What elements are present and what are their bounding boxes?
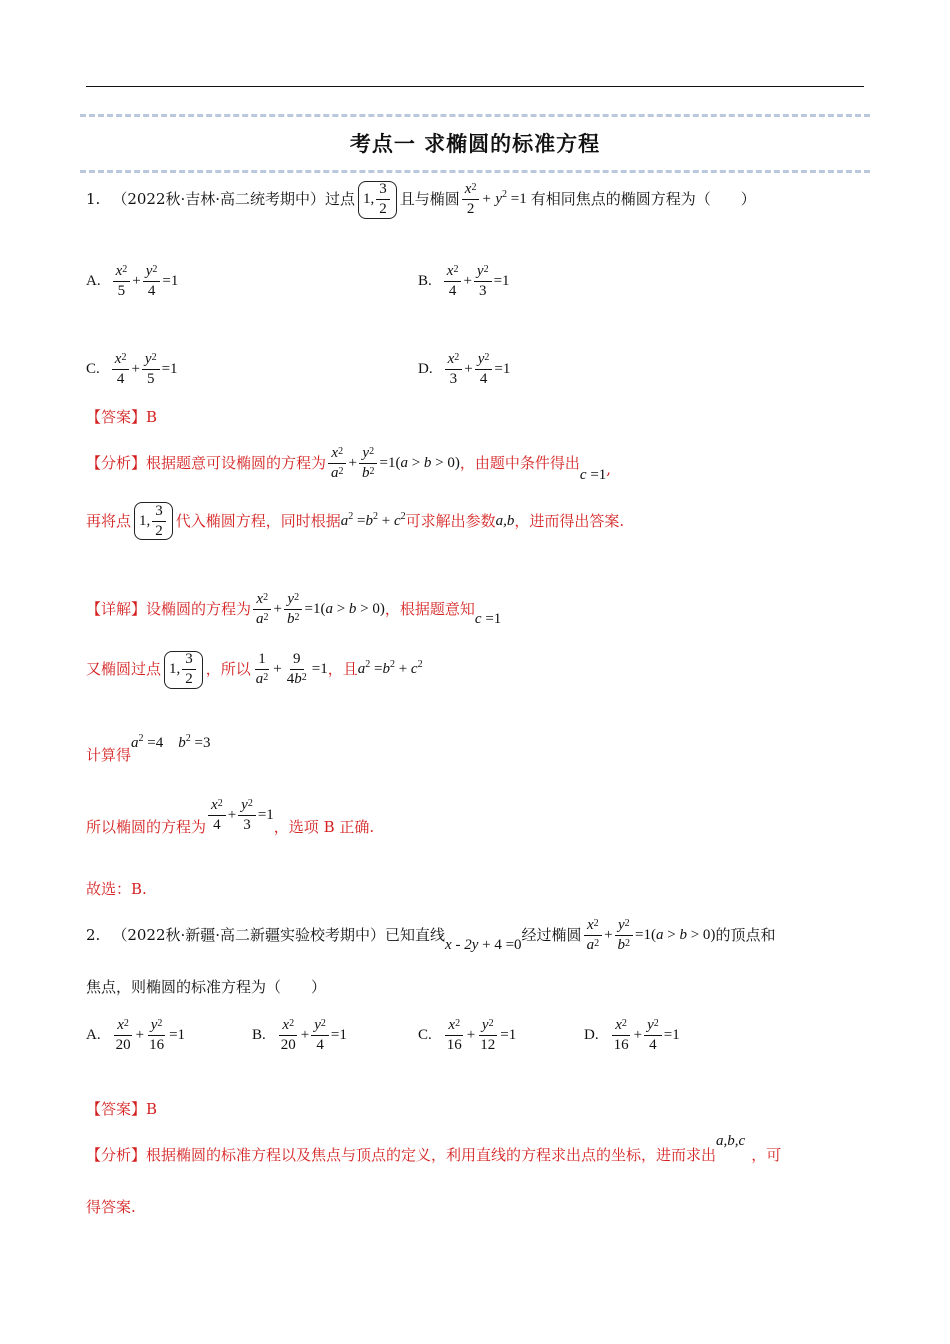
- q1-stem: 1. （2022秋·吉林·高二统考期中）过点 1, $\frac{3}{2}$ 且与椭圆 $\frac{x^2}{2}$ + $y^2$ =1 有相同焦点的椭圆方程为（ ）: [86, 181, 756, 217]
- q1-option-a[interactable]: A. $\frac{x^2}{5}$ + $\frac{y^2}{4}$ =1: [86, 263, 179, 299]
- q1-after-point: 且与椭圆: [399, 190, 460, 208]
- q2-option-b[interactable]: B. $\frac{x^2}{20}$ + $\frac{y^2}{4}$ =1: [252, 1017, 347, 1053]
- q2-option-a[interactable]: A. $\frac{x^2}{20}$ + $\frac{y^2}{16}$ =1: [86, 1017, 186, 1053]
- q2-analysis-line1: 【分析】根据椭圆的标准方程以及焦点与顶点的定义，利用直线的方程求出点的坐标，进而求出 a,b,c ，可: [86, 1133, 782, 1164]
- title-divider-bottom: [80, 170, 870, 173]
- title-divider-top: [80, 114, 870, 117]
- q1-option-b[interactable]: B. $\frac{x^2}{4}$ + $\frac{y^2}{3}$ =1: [418, 263, 510, 299]
- q1-detail-line1: 【详解】设椭圆的方程为 $\frac{x^2}{a^2}$ + $\frac{y^2}{b^2}$ =1(a > b > 0) ，根据题意知 c =1: [86, 591, 502, 627]
- q2-number: 2.: [86, 926, 101, 944]
- q1-option-d[interactable]: D. $\frac{x^2}{3}$ + $\frac{y^2}{4}$ =1: [418, 351, 511, 387]
- section-title: 考点一 求椭圆的标准方程: [349, 131, 601, 156]
- q2-option-d[interactable]: D. $\frac{x^2}{16}$ + $\frac{y^2}{4}$ =1: [584, 1017, 680, 1053]
- q1-tail: 有相同焦点的椭圆方程为（ ）: [530, 190, 756, 208]
- q1-detail-line4: 所以椭圆的方程为 $\frac{x^2}{4}$ + $\frac{y^2}{3}$ =1 ，选项 B 正确.: [86, 797, 375, 836]
- q1-point: 1, $\frac{3}{2}$: [358, 181, 397, 219]
- q1-answer: 【答案】B: [86, 408, 158, 426]
- q1-analysis-line1: 【分析】根据题意可设椭圆的方程为 $\frac{x^2}{a^2}$ + $\frac{y^2}{b^2}$ =1(a > b > 0) ，由题中条件得出 c =1 ,: [86, 445, 612, 483]
- q1-detail-line2: 又椭圆过点 1, $\frac{3}{2}$ ，所以 $\frac{1}{a^2}$ + $\frac{9}{4b^2}$ =1 ，且 $a^2 =b^2 + c^2$: [86, 651, 423, 687]
- q2-source: （2022秋·新疆·高二新疆实验校考期中）已知直线: [112, 926, 446, 944]
- q2-option-c[interactable]: C. $\frac{x^2}{16}$ + $\frac{y^2}{12}$ =1: [418, 1017, 517, 1053]
- header-rule: [86, 86, 864, 87]
- q2-answer: 【答案】B: [86, 1100, 158, 1118]
- q1-source: （2022秋·吉林·高二统考期中）过点: [112, 190, 356, 208]
- q2-analysis-line2: 得答案.: [86, 1198, 136, 1216]
- q1-analysis-line2: 再将点 1, $\frac{3}{2}$ 代入椭圆方程，同时根据 $a^2 =b^2 + c^2$ 可求解出参数 a,b ，进而得出答案.: [86, 502, 625, 539]
- q1-conclusion: 故选：B.: [86, 880, 147, 898]
- q1-detail-line3: 计算得 $a^2 =4$ $b^2 =3$: [86, 733, 211, 764]
- q1-option-c[interactable]: C. $\frac{x^2}{4}$ + $\frac{y^2}{5}$ =1: [86, 351, 178, 387]
- q2-stem-line2: 焦点，则椭圆的标准方程为（ ）: [86, 978, 327, 996]
- q1-number: 1.: [86, 190, 101, 208]
- q2-stem-line1: 2. （2022秋·新疆·高二新疆实验校考期中）已知直线 x - 2y + 4 =0 经过椭圆 $\frac{x^2}{a^2}$ + $\frac{y^2}{b^2}$ =1(a > b > 0) 的顶点和: [86, 917, 776, 953]
